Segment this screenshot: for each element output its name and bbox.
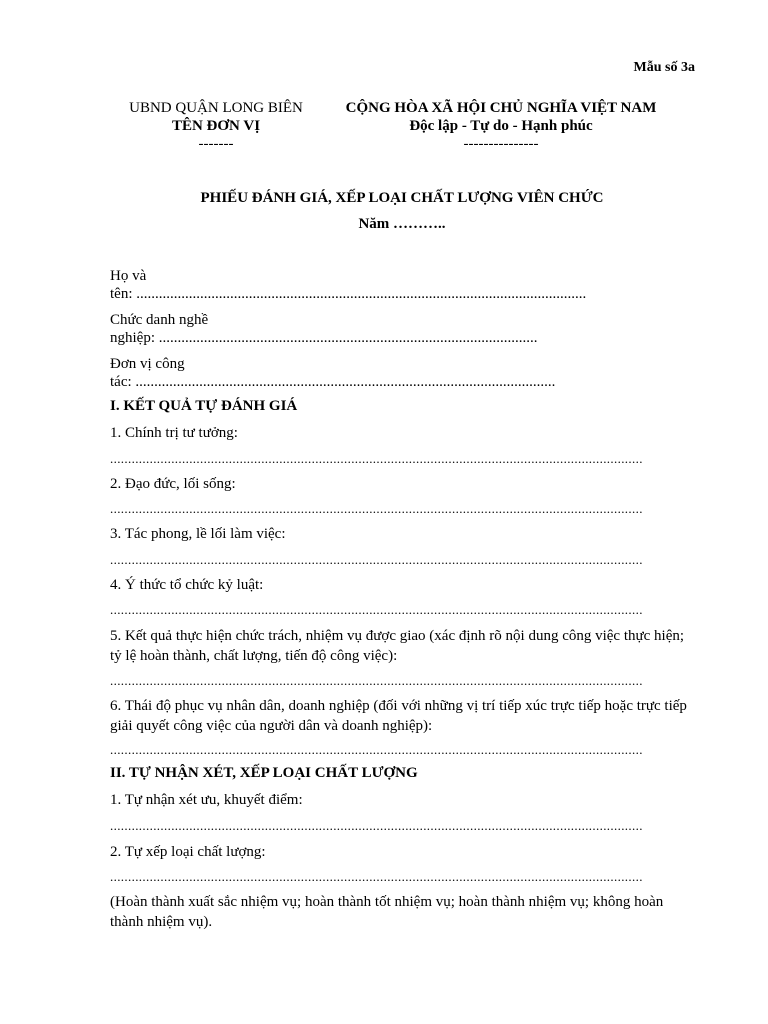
answer-line: .................................................................................................................................................... (110, 870, 643, 884)
job-title-label: Chức danh nghề (110, 312, 209, 328)
section-1-heading: I. KẾT QUẢ TỰ ĐÁNH GIÁ (110, 398, 298, 414)
answer-line: .................................................................................................................................................... (110, 743, 643, 757)
national-motto (330, 99, 672, 153)
document-title: PHIẾU ĐÁNH GIÁ, XẾP LOẠI CHẤT LƯỢNG VIÊN CHỨC (200, 190, 604, 206)
country-name: CỘNG HÒA XÃ HỘI CHỦ NGHĨA VIỆT NAM (345, 100, 657, 116)
section-2-item-2: 2. Tự xếp loại chất lượng: (110, 844, 266, 860)
work-unit-label: Đơn vị công (110, 356, 185, 372)
unit-name: TÊN ĐƠN VỊ (171, 118, 261, 134)
document-year: Năm ……….. (358, 216, 446, 232)
work-unit-value-line: tác: ................................................................................................................ (110, 374, 556, 390)
name-label: Họ và (110, 268, 147, 284)
answer-line: .................................................................................................................................................... (110, 819, 643, 833)
answer-line: .................................................................................................................................................... (110, 502, 643, 516)
answer-line: .................................................................................................................................................... (110, 674, 643, 688)
motto-rule: --------------- (463, 136, 539, 152)
motto: Độc lập - Tự do - Hạnh phúc (409, 118, 593, 134)
section-2-heading: II. TỰ NHẬN XÉT, XẾP LOẠI CHẤT LƯỢNG (110, 765, 418, 781)
name-field (110, 267, 694, 303)
answer-line: .................................................................................................................................................... (110, 553, 643, 567)
name-value-line: tên: ........................................................................................................................ (110, 286, 587, 302)
answer-line: .................................................................................................................................................... (110, 452, 643, 466)
section-1-item-4: 4. Ý thức tổ chức kỷ luật: (110, 577, 264, 593)
work-unit-field (110, 355, 694, 391)
answer-line: .................................................................................................................................................... (110, 603, 643, 617)
section-1-item-5: 5. Kết quả thực hiện chức trách, nhiệm vụ được giao (xác định rõ nội dung công việc thực hiện; tỷ lệ hoàn thành, chất lượng, tiến độ công việc): (110, 628, 685, 664)
rating-options-note: (Hoàn thành xuất sắc nhiệm vụ; hoàn thành tốt nhiệm vụ; hoàn thành nhiệm vụ; không hoàn thành nhiệm vụ). (110, 894, 664, 930)
authority-name: UBND QUẬN LONG BIÊN (129, 100, 303, 116)
section-2-item-1: 1. Tự nhận xét ưu, khuyết điểm: (110, 792, 303, 808)
form-number: Mẫu số 3a (633, 60, 695, 75)
job-title-field (110, 311, 694, 347)
section-1-item-2: 2. Đạo đức, lối sống: (110, 476, 236, 492)
job-title-value-line: nghiệp: ..................................................................................................... (110, 330, 538, 346)
issuing-authority (118, 99, 314, 153)
authority-rule: ------- (198, 136, 234, 152)
section-1-item-3: 3. Tác phong, lề lối làm việc: (110, 526, 286, 542)
section-1-item-6: 6. Thái độ phục vụ nhân dân, doanh nghiệp (đối với những vị trí tiếp xúc trực tiếp hoặc trực tiếp giải quyết công việc của người dân và doanh nghiệp): (110, 698, 687, 734)
section-1-item-1: 1. Chính trị tư tưởng: (110, 425, 238, 441)
